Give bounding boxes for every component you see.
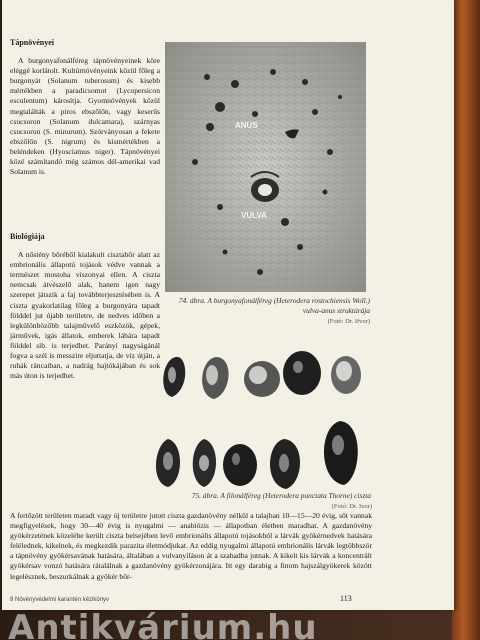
book-page (2, 0, 454, 610)
label-anus: ANUS (235, 121, 258, 130)
page-number: 113 (340, 594, 352, 603)
cyst-7 (193, 439, 216, 487)
cyst-6 (156, 439, 180, 487)
cyst-4 (283, 351, 321, 395)
biology-paragraph-2: A fertőzött területen maradt vagy új területre jutott ciszta gazdanövény nélkül a talajban 10—15—20 évig, sőt vannak megfigyelések, hogy 30—40 évig is nyugalmi — anabiózis — állapotban életben maradhat. A gazdanövény gyökérzetének közelébe került ciszta belsejében levő embrionális állapotú tojásokból a lárvák gyökérnedvek hatására felélednek, kikelnek, és megkezdik parazita életmódjukat. Az eddig nyugalmi állapotú embrionális lárvák legtöbbször a tápnövény gyökérsavának hatására, általában a vulvanyíláson át a szabadba jutnak. A kikelt kis lárvák a koncentrált gyökérsav vonzó hatására rátalálnak a gazdanövény gyökérzonájára. Itt egy darabig a finom hajszálgyökerek között legelésznek, beszurkálnak a gyökér bőr- (10, 511, 372, 581)
watermark-text: Antikvárium.hu (8, 608, 318, 640)
figure-74-credit: (Fotó: Dr. Ifvor) (327, 318, 370, 325)
cyst-2 (202, 357, 228, 399)
cyst-row-top (152, 345, 372, 405)
biology-section (10, 232, 160, 381)
cyst-row-bottom (150, 415, 370, 490)
cyst-9 (270, 439, 300, 489)
label-vulva: VULVA (241, 211, 267, 220)
cyst-5 (331, 356, 361, 394)
section-heading-hosts: Tápnövényei (10, 38, 55, 47)
section-heading-biology: Biológiája (10, 232, 45, 241)
hosts-paragraph: A burgonyafonálféreg tápnövényeinek köre eléggé korlátolt. Kultúrnövényeink közül főleg a burgonyát (Solanum tuberosum) és kisebb mértékben a paradicsomot (Lycopersicon esculentum) károsítja. Gyomnövények közül megtalálták a piros ebszőlőn, vagy keserűs csucsoron (Solanum dulcamara), szárnyas csucsoron (S. minurum). Szórványosan a fekete ebszőlőn (S. nigrum) és kismértékben a beléndeken (Hyosciamus niger). Tápnövényei közé számítandó még számos dél-amerikai vad Solanum is. (10, 56, 160, 177)
watermark (0, 606, 480, 640)
cyst-10 (324, 421, 358, 485)
cyst-1 (163, 357, 185, 397)
figure-75-credit: (Fotó: Dr. Ivor) (331, 503, 372, 510)
micrograph-figure-74 (165, 42, 366, 292)
figure-74-caption: 74. ábra. A burgonyafonálféreg (Heterodera rostochiensis Woll.) vulva-anus struktúrája (178, 296, 370, 315)
hosts-section (10, 38, 160, 177)
biology-paragraph-1: A nőstény bőréből kialakult cisztabőr alatt az embrionális állapotú tojások védve vannak a természet mostoha viszonyai ellen. A ciszta nemcsak átvészelő alak, hanem igen nagy szerepet játszik a faj továbbterjesztésében is. A ciszta gyakorlatilag főleg a burgonyára tapadt földdel jut újabb területre, de nedves időben a legkülönbözőbb talajművelő eszközök, gépek, járművek, igás állatok, emberek lábára tapadt földdel sib. is terjedhet. Parányi nagyságánál fogva a szél is messzire eljuttatja, de víz útján, a ruhák ráncaiban, a nadrág hajtókájában és sok más úton is terjedhet. (10, 250, 160, 381)
footer-running-title: 8 Növényvédelmi karantén kézikönyv (10, 597, 110, 603)
figure-75-caption: 75. ábra. A filonálféreg (Heterodera punctata Thorne) ciszta (191, 491, 371, 500)
book-cover-edge (452, 0, 480, 640)
micrograph-image (165, 42, 366, 292)
cyst-3 (244, 361, 280, 397)
cyst-8 (223, 444, 257, 486)
